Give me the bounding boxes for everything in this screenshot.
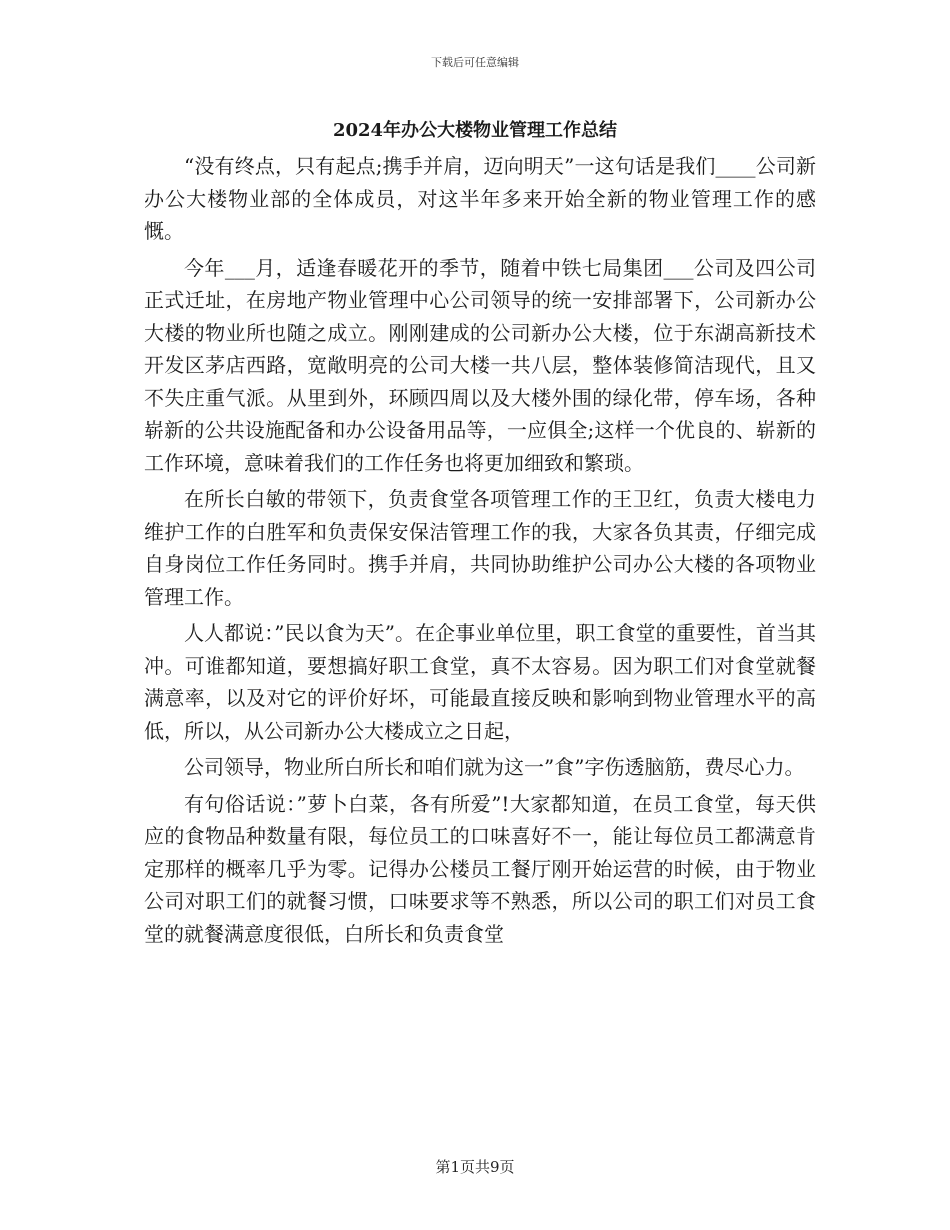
paragraph: 人人都说：”民以食为天”。在企事业单位里，职工食堂的重要性，首当其冲。可谁都知道，要想搞好职工食堂，真不太容易。因为职工们对食堂就餐满意率，以及对它的评价好坏，可能最直接反映和影响到物业管理水平的高低，所以，从公司新办公大楼成立之日起， [144,621,816,743]
paragraph: 有句俗话说：”萝卜白菜，各有所爱”!大家都知道，在员工食堂，每天供应的食物品种数量有限，每位员工的口味喜好不一，能让每位员工都满意肯定那样的概率几乎为零。记得办公楼员工餐厅刚开始运营的时候，由于物业公司对职工们的就餐习惯，口味要求等不熟悉，所以公司的职工们对员工食堂的就餐满意度很低，白所长和负责食堂 [144,791,816,946]
paragraph: 公司领导，物业所白所长和咱们就为这一”食”字伤透脑筋，费尽心力。 [184,755,805,779]
paragraph: 今年___月，适逢春暖花开的季节，随着中铁七局集团___公司及四公司正式迁址，在房地产物业管理中心公司领导的统一安排部署下，公司新办公大楼的物业所也随之成立。刚刚建成的公司新办公大楼，位于东湖高新技术开发区茅店西路，宽敞明亮的公司大楼一共八层，整体装修简洁现代，且又不失庄重气派。从里到外，环顾四周以及大楼外围的绿化带，停车场，各种崭新的公共设施配备和办公设备用品等，一应俱全;这样一个优良的、崭新的工作环境，意味着我们的工作任务也将更加细致和繁琐。 [144,255,816,475]
page-number: 第1页共9页 [435,1158,515,1176]
document-body [144,150,816,954]
page-header-note: 下载后可任意编辑 [431,56,519,69]
document-title: 2024年办公大楼物业管理工作总结 [332,120,618,141]
paragraph: “没有终点，只有起点;携手并肩，迈向明天”一这句话是我们____公司新办公大楼物业部的全体成员，对这半年多来开始全新的物业管理工作的感慨。 [144,154,816,243]
paragraph: 在所长白敏的带领下，负责食堂各项管理工作的王卫红，负责大楼电力维护工作的白胜军和负责保安保洁管理工作的我，大家各负其责，仔细完成自身岗位工作任务同时。携手并肩，共同协助维护公司办公大楼的各项物业管理工作。 [144,487,816,609]
